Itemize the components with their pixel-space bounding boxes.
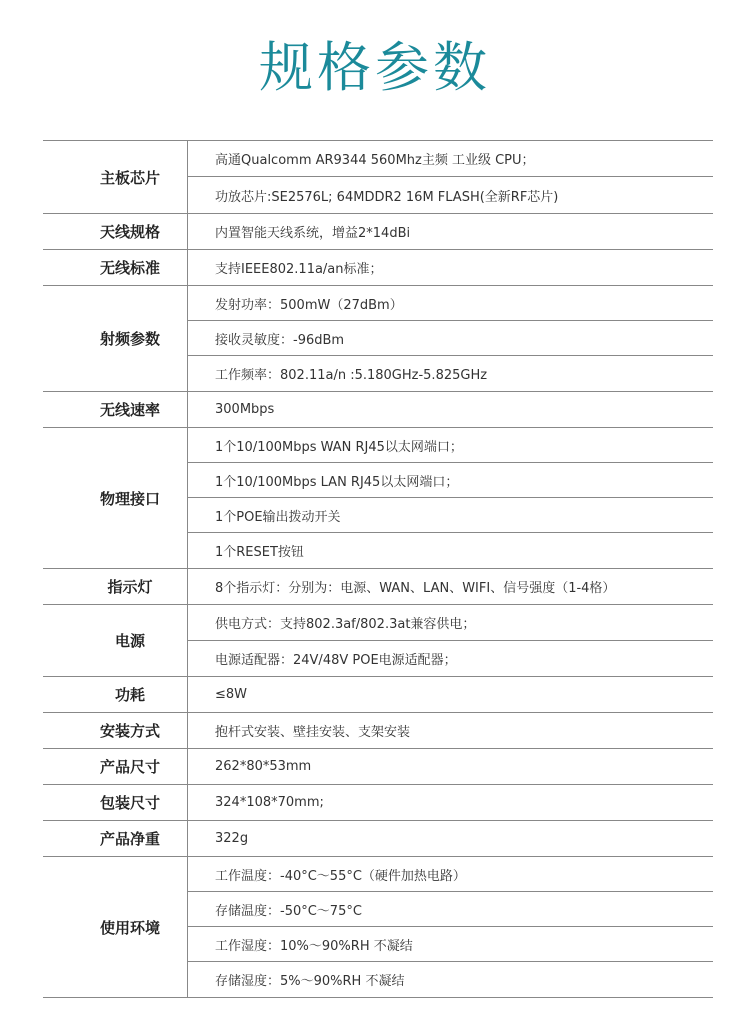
spec-values — [188, 857, 713, 997]
spec-value: 322g — [215, 831, 249, 846]
spec-label: 物理接口 — [43, 428, 188, 568]
spec-row-environment — [43, 857, 713, 997]
spec-values — [188, 214, 713, 249]
spec-label: 无线标准 — [43, 250, 188, 285]
spec-values — [188, 821, 713, 856]
spec-value: 电源适配器：24V/48V POE电源适配器； — [215, 653, 457, 668]
spec-value: 工作频率：802.11a/n :5.180GHz-5.825GHz — [215, 368, 488, 383]
spec-value: 8个指示灯：分别为：电源、WAN、LAN、WIFI、信号强度（1-4格） — [215, 581, 616, 596]
spec-row-mainboard-chip — [43, 141, 713, 214]
spec-label: 电源 — [43, 605, 188, 676]
spec-values — [188, 713, 713, 748]
spec-value: 1个10/100Mbps WAN RJ45以太网端口； — [188, 428, 713, 463]
spec-value: 内置智能天线系统，增益2*14dBi — [215, 226, 411, 241]
spec-value: 1个10/100Mbps LAN RJ45以太网端口； — [188, 463, 713, 498]
spec-value: 工作湿度：10%～90%RH 不凝结 — [188, 927, 713, 962]
spec-row-package-size — [43, 785, 713, 821]
spec-value: 接收灵敏度：-96dBm — [188, 321, 713, 356]
spec-label: 指示灯 — [43, 569, 188, 604]
spec-row-indicators — [43, 569, 713, 605]
spec-values — [188, 605, 713, 676]
spec-row-product-size — [43, 749, 713, 785]
spec-value: 1个POE输出拨动开关 — [188, 498, 713, 533]
spec-row-wireless-rate — [43, 392, 713, 428]
spec-values — [188, 569, 713, 604]
spec-row-power — [43, 605, 713, 677]
spec-row-rf-params — [43, 286, 713, 392]
spec-values — [188, 286, 713, 391]
spec-value: 支持IEEE802.11a/an标准； — [215, 262, 383, 277]
spec-value: 1个RESET按钮 — [215, 545, 304, 560]
spec-label: 使用环境 — [43, 857, 188, 997]
spec-row-physical-ports — [43, 428, 713, 569]
spec-row-power-consumption — [43, 677, 713, 713]
spec-label: 安装方式 — [43, 713, 188, 748]
spec-label: 天线规格 — [43, 214, 188, 249]
spec-values — [188, 392, 713, 427]
spec-values — [188, 749, 713, 784]
spec-label: 包装尺寸 — [43, 785, 188, 820]
spec-values — [188, 141, 713, 213]
spec-value: 存储温度：-50°C～75°C — [188, 892, 713, 927]
spec-value: 324*108*70mm; — [215, 795, 324, 810]
spec-label: 产品尺寸 — [43, 749, 188, 784]
spec-value: 高通Qualcomm AR9344 560Mhz主频 工业级 CPU； — [188, 141, 713, 177]
spec-value: 工作温度：-40°C～55°C（硬件加热电路） — [188, 857, 713, 892]
spec-values — [188, 428, 713, 568]
spec-values — [188, 785, 713, 820]
spec-label: 产品净重 — [43, 821, 188, 856]
spec-table — [43, 140, 713, 998]
spec-value: 抱杆式安装、壁挂安装、支架安装 — [215, 725, 411, 740]
spec-row-wireless-standard — [43, 250, 713, 286]
spec-value: 发射功率：500mW（27dBm） — [188, 286, 713, 321]
spec-row-antenna — [43, 214, 713, 250]
spec-label: 无线速率 — [43, 392, 188, 427]
page-title: 规格参数 — [259, 36, 491, 99]
spec-value: 功放芯片:SE2576L; 64MDDR2 16M FLASH(全新RF芯片) — [215, 189, 559, 205]
spec-label: 主板芯片 — [43, 141, 188, 213]
spec-value: 存储湿度：5%～90%RH 不凝结 — [215, 974, 405, 989]
spec-value: 300Mbps — [215, 402, 275, 417]
spec-value: ≤8W — [215, 687, 248, 702]
spec-value: 262*80*53mm — [215, 759, 312, 774]
spec-value: 供电方式：支持802.3af/802.3at兼容供电； — [188, 605, 713, 641]
spec-row-net-weight — [43, 821, 713, 857]
spec-row-installation — [43, 713, 713, 749]
spec-label: 功耗 — [43, 677, 188, 712]
spec-values — [188, 677, 713, 712]
spec-label: 射频参数 — [43, 286, 188, 391]
spec-values — [188, 250, 713, 285]
